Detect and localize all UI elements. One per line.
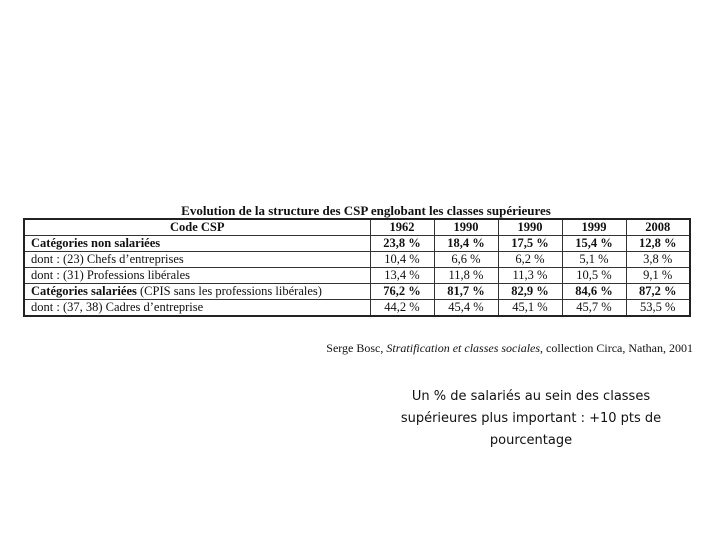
table-row	[24, 236, 690, 252]
cell-value: 45,4 %	[434, 300, 498, 317]
header-year: 1962	[370, 219, 434, 236]
cell-value: 81,7 %	[434, 284, 498, 300]
cell-value: 17,5 %	[498, 236, 562, 252]
row-label: dont : (37, 38) Cadres d’entreprise	[24, 300, 370, 317]
header-code-csp: Code CSP	[24, 219, 370, 236]
cell-value: 6,6 %	[434, 252, 498, 268]
table-row	[24, 300, 690, 317]
table-row	[24, 252, 690, 268]
cell-value: 23,8 %	[370, 236, 434, 252]
header-year: 1990	[498, 219, 562, 236]
source-citation	[283, 341, 693, 356]
csp-table-container	[23, 203, 697, 317]
cell-value: 53,5 %	[626, 300, 690, 317]
cell-value: 11,8 %	[434, 268, 498, 284]
cell-value: 11,3 %	[498, 268, 562, 284]
cell-value: 18,4 %	[434, 236, 498, 252]
cell-value: 10,4 %	[370, 252, 434, 268]
csp-table	[23, 218, 691, 317]
table-row	[24, 284, 690, 300]
cell-value: 12,8 %	[626, 236, 690, 252]
source-author: Serge Bosc,	[326, 341, 387, 355]
cell-value: 13,4 %	[370, 268, 434, 284]
cell-value: 82,9 %	[498, 284, 562, 300]
cell-value: 5,1 %	[562, 252, 626, 268]
table-title: Evolution de la structure des CSP englobant les classes supérieures	[181, 203, 551, 218]
table-row	[24, 268, 690, 284]
annotation-note: Un % de salariés au sein des classes supérieures plus important : +10 pts de pourcentage	[400, 389, 662, 448]
cell-value: 44,2 %	[370, 300, 434, 317]
table-header-row	[24, 219, 690, 236]
cell-value: 76,2 %	[370, 284, 434, 300]
source-book-title: Stratification et classes sociales	[386, 341, 541, 355]
cell-value: 87,2 %	[626, 284, 690, 300]
row-label-rest: (CPIS sans les professions libérales)	[136, 284, 322, 298]
cell-value: 3,8 %	[626, 252, 690, 268]
header-year: 1999	[562, 219, 626, 236]
row-label-bold: Catégories salariées	[31, 284, 137, 298]
header-year: 1990	[434, 219, 498, 236]
row-label	[24, 284, 370, 300]
header-year: 2008	[626, 219, 690, 236]
cell-value: 45,1 %	[498, 300, 562, 317]
cell-value: 6,2 %	[498, 252, 562, 268]
cell-value: 9,1 %	[626, 268, 690, 284]
source-publisher: , collection Circa, Nathan, 2001	[540, 341, 693, 355]
row-label: dont : (31) Professions libérales	[24, 268, 370, 284]
row-label: dont : (23) Chefs d’entreprises	[24, 252, 370, 268]
cell-value: 15,4 %	[562, 236, 626, 252]
cell-value: 10,5 %	[562, 268, 626, 284]
row-label: Catégories non salariées	[24, 236, 370, 252]
cell-value: 84,6 %	[562, 284, 626, 300]
cell-value: 45,7 %	[562, 300, 626, 317]
